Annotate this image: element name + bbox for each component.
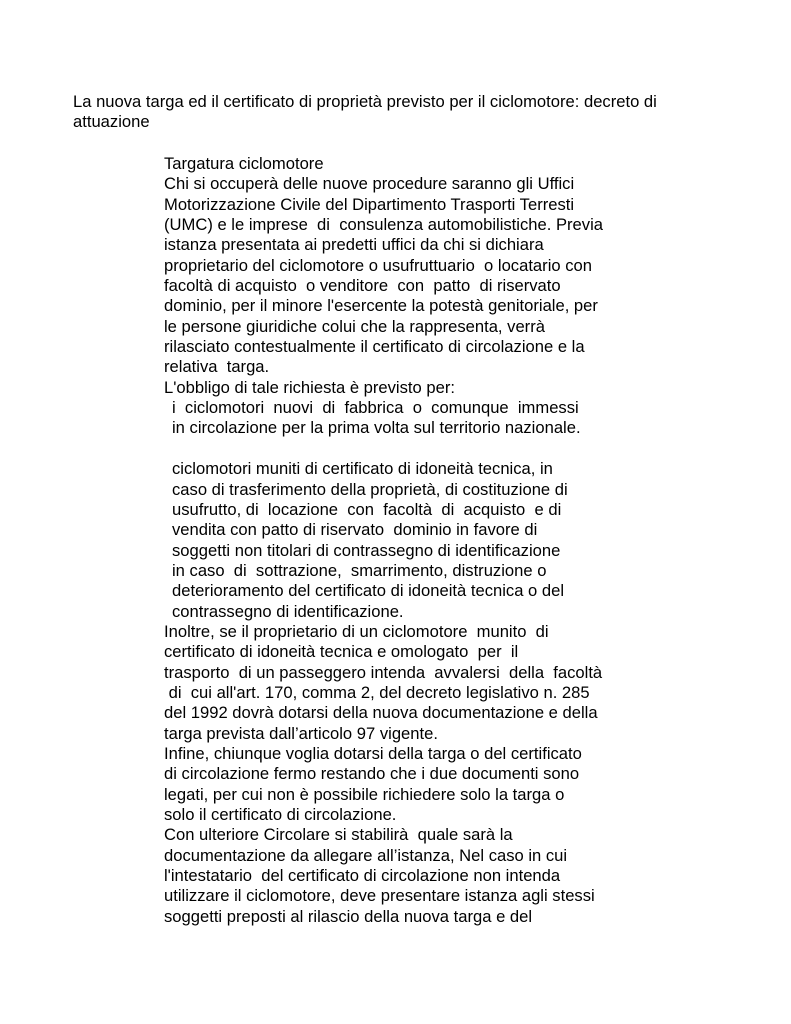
paragraph-passenger-transport (164, 622, 664, 744)
text-line: relativa targa. (164, 357, 270, 377)
text-line: dominio, per il minore l'esercente la potestà genitoriale, per (164, 296, 598, 316)
paragraph-issuing-offices (164, 174, 664, 377)
text-line: legati, per cui non è possibile richiedere solo la targa o (164, 784, 565, 804)
title-line: La nuova targa ed il certificato di proprietà previsto per il ciclomotore: decreto di (73, 92, 657, 111)
text-line: contrassegno di identificazione. (172, 601, 404, 621)
text-line: trasporto di un passeggero intenda avvalersi della facoltà (164, 662, 603, 682)
text-line: facoltà di acquisto o venditore con patto di riservato (164, 276, 561, 296)
text-line: in caso di sottrazione, smarrimento, distruzione o (172, 560, 547, 580)
document-body (164, 154, 664, 927)
text-line: Infine, chiunque voglia dotarsi della targa o del certificato (164, 743, 582, 763)
obligation-intro: L'obbligo di tale richiesta è previsto per: (164, 377, 455, 397)
text-line: istanza presentata ai predetti uffici da chi si dichiara (164, 235, 544, 255)
text-line: vendita con patto di riservato dominio in favore di (172, 520, 538, 540)
spacer (164, 439, 664, 459)
text-line: l'intestatario del certificato di circolazione non intenda (164, 866, 561, 886)
text-line: Chi si occuperà delle nuove procedure saranno gli Uffici (164, 174, 575, 194)
text-line: di cui all'art. 170, comma 2, del decreto legislativo n. 285 (164, 682, 590, 702)
text-line: i ciclomotori nuovi di fabbrica o comunque immessi (172, 398, 579, 418)
text-line: ciclomotori muniti di certificato di idoneità tecnica, in (172, 459, 553, 479)
text-line: proprietario del ciclomotore o usufruttuario o locatario con (164, 255, 592, 275)
text-line: soggetti non titolari di contrassegno di identificazione (172, 540, 561, 560)
text-line: documentazione da allegare all’istanza, Nel caso in cui (164, 845, 568, 865)
text-line: Motorizzazione Civile del Dipartimento Trasporti Terresti (164, 194, 575, 214)
list-item (164, 459, 664, 622)
text-line: Inoltre, se il proprietario di un ciclomotore munito di (164, 621, 549, 641)
text-line: soggetti preposti al rilascio della nuova targa e del (164, 906, 533, 926)
text-line: caso di trasferimento della proprietà, di costituzione di (172, 479, 568, 499)
list-item (164, 398, 664, 439)
paragraph-further-circular (164, 825, 664, 927)
text-line: targa prevista dall’articolo 97 vigente. (164, 723, 438, 743)
text-line: le persone giuridiche colui che la rappresenta, verrà (164, 316, 545, 336)
text-line: usufrutto, di locazione con facoltà di acquisto e di (172, 499, 562, 519)
section-heading: Targatura ciclomotore (164, 154, 324, 173)
text-line: deterioramento del certificato di idoneità tecnica o del (172, 581, 565, 601)
text-line: certificato di idoneità tecnica e omologato per il (164, 642, 519, 662)
paragraph-plate-and-certificate (164, 744, 664, 825)
text-line: rilasciato contestualmente il certificato di circolazione e la (164, 337, 585, 357)
text-line: del 1992 dovrà dotarsi della nuova documentazione e della (164, 703, 598, 723)
document-title (73, 91, 753, 132)
text-line: utilizzare il ciclomotore, deve presentare istanza agli stessi (164, 886, 595, 906)
text-line: di circolazione fermo restando che i due documenti sono (164, 764, 580, 784)
text-line: solo il certificato di circolazione. (164, 805, 397, 824)
text-line: Con ulteriore Circolare si stabilirà quale sarà la (164, 825, 513, 845)
text-line: (UMC) e le imprese di consulenza automobilistiche. Previa (164, 215, 603, 235)
text-line: in circolazione per la prima volta sul territorio nazionale. (172, 418, 581, 438)
title-line: attuazione (73, 112, 150, 132)
